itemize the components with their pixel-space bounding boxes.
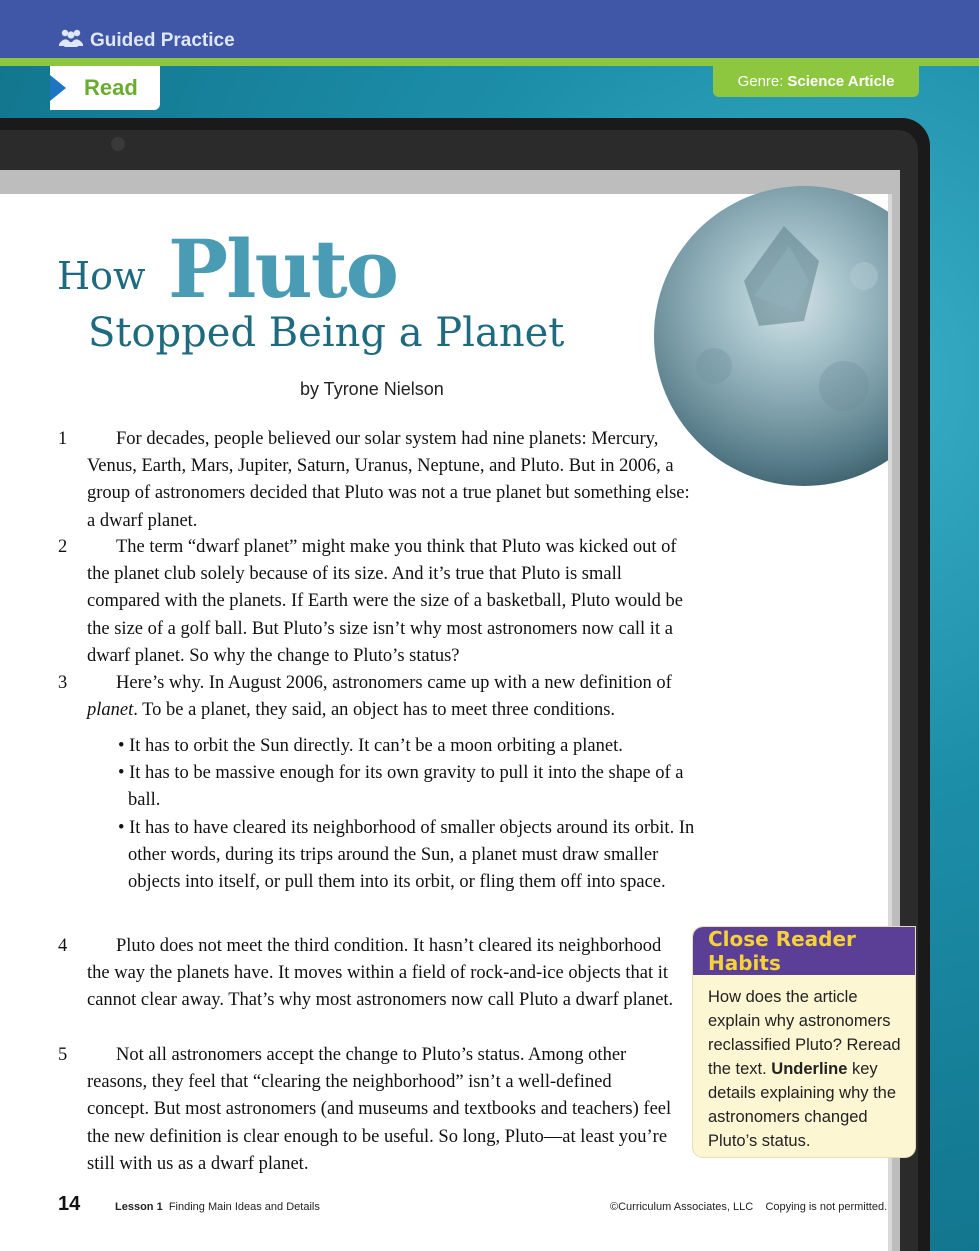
list-item: • It has to have cleared its neighborhood of smaller objects around its orbit. In other words, during its trips around the Sun, a planet must draw smaller objects into itself, or pull them into its orbit, or fling them off into space. (118, 817, 695, 893)
group-people-icon (58, 28, 84, 54)
lesson-number: Lesson 1 (115, 1201, 163, 1213)
paragraph-text-a: Here’s why. In August 2006, astronomers came up with a new definition of (116, 673, 672, 693)
read-tab (50, 66, 160, 110)
genre-label: Genre: (737, 73, 784, 90)
paragraph-number: 2 (58, 537, 68, 557)
green-strip (0, 58, 979, 66)
list-item: • It has to orbit the Sun directly. It can’t be a moon orbiting a planet. (118, 736, 623, 756)
close-reader-habits-heading: Close Reader Habits (693, 927, 915, 975)
list-item: • It has to be massive enough for its own gravity to pull it into the shape of a ball. (118, 763, 684, 811)
lesson-label (115, 1201, 320, 1213)
page-number: 14 (58, 1193, 81, 1215)
byline: by Tyrone Nielson (300, 379, 444, 399)
title-how: How (57, 254, 146, 298)
title-pluto: Pluto (168, 222, 398, 316)
paragraph-text: For decades, people believed our solar system had nine planets: Mercury, Venus, Earth, Mars, Jupiter, Saturn, Uranus, Neptune, and Pluto. But in 2006, a group of astronomers decided that Pluto was not a true planet but something else: a dwarf planet. (87, 429, 690, 531)
title-subtitle: Stopped Being a Planet (88, 310, 565, 356)
top-bar (0, 0, 979, 58)
paragraph-number: 5 (58, 1045, 68, 1065)
section-header (58, 28, 235, 54)
paragraph-4 (58, 933, 698, 1015)
paragraph-1 (58, 426, 698, 535)
paragraph-number: 3 (58, 673, 68, 693)
sidebar-text-b: key details explaining why the astronomers changed Pluto’s status. (708, 1060, 897, 1150)
close-reader-habits-text (693, 975, 915, 1153)
sidebar-text-bold: Underline (771, 1060, 848, 1078)
paragraph-text: Pluto does not meet the third condition. It hasn’t cleared its neighborhood the way the planets have. It moves within a field of rock-and-ice objects that it cannot clear away. That’s why most astronomers now call Pluto a dwarf planet. (87, 936, 674, 1011)
copyright-notice (610, 1201, 887, 1213)
sidebar-text-a: How does the article explain why astronomers reclassified Pluto? Reread the text. (708, 988, 901, 1078)
copyright: ©Curriculum Associates, LLC (610, 1201, 754, 1213)
copying-notice: Copying is not permitted. (765, 1201, 888, 1213)
conditions-list (118, 733, 698, 896)
emphasis-planet: planet (87, 700, 134, 721)
lesson-title: Finding Main Ideas and Details (168, 1201, 320, 1213)
paragraph-text: Not all astronomers accept the change to Pluto’s status. Among other reasons, they feel that “clearing the neighborhood” isn’t a well-defined concept. But most astronomers (and museums and textbooks and teachers) feel the new definition is clear enough to be useful. So long, Pluto—at least you’re still with us as a dwarf planet. (87, 1045, 672, 1174)
paragraph-2 (58, 534, 698, 670)
paragraph-number: 4 (58, 936, 68, 956)
arrow-right-icon (50, 75, 66, 101)
paragraph-3 (58, 670, 698, 724)
read-tab-label: Read (84, 75, 138, 100)
genre-value: Science Article (787, 73, 895, 90)
close-reader-habits-box (693, 927, 915, 1157)
paragraph-number: 1 (58, 429, 68, 449)
paragraph-text (87, 670, 698, 724)
paragraph-5 (58, 1042, 698, 1178)
section-label: Guided Practice (90, 30, 235, 51)
camera-icon (111, 137, 125, 151)
paragraph-text: The term “dwarf planet” might make you think that Pluto was kicked out of the planet club solely because of its size. And it’s true that Pluto is small compared with the planets. If Earth were the size of a basketball, Pluto would be the size of a golf ball. But Pluto’s size isn’t why most astronomers now call it a dwarf planet. So why the change to Pluto’s status? (87, 537, 683, 666)
genre-badge (713, 66, 919, 97)
paragraph-text-b: . To be a planet, they said, an object has to meet three conditions. (133, 700, 616, 721)
